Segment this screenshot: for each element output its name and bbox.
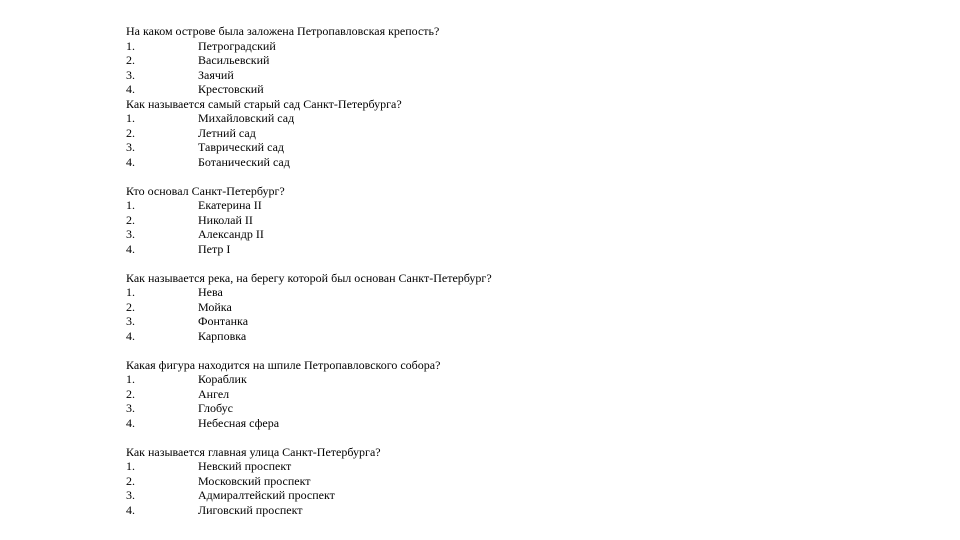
question-text: Как называется река, на берегу которой был основан Санкт-Петербург? — [126, 270, 492, 285]
answer-text: Ангел — [198, 386, 230, 401]
answer-number: 4. — [126, 82, 135, 96]
answer-number: 1. — [126, 285, 135, 299]
answer-number: 1. — [126, 372, 135, 386]
answer-text: Московский проспект — [198, 473, 311, 488]
answer-number: 4. — [126, 154, 135, 169]
answer-option — [126, 503, 646, 518]
answer-option — [126, 82, 646, 97]
answer-number: 4. — [126, 415, 135, 430]
answer-number: 3. — [126, 140, 135, 154]
answer-number: 3. — [126, 401, 135, 415]
question-block — [126, 271, 646, 344]
question-text: Как называется самый старый сад Санкт-Петербурга? — [126, 96, 402, 111]
answer-text: Карповка — [198, 328, 247, 343]
answer-number: 3. — [126, 488, 135, 502]
answer-option — [126, 285, 646, 300]
answer-number: 3. — [126, 227, 135, 241]
answer-number: 1. — [126, 198, 135, 212]
answer-option — [126, 314, 646, 329]
question-text: Какая фигура находится на шпиле Петропавловского собора? — [126, 357, 441, 372]
answer-option — [126, 53, 646, 68]
answer-option — [126, 126, 646, 141]
answer-option — [126, 213, 646, 228]
answer-option — [126, 300, 646, 315]
answer-number: 4. — [126, 328, 135, 343]
answer-text: Николай II — [198, 212, 253, 227]
question-text: Как называется главная улица Санкт-Петербурга? — [126, 444, 381, 459]
answer-number: 2. — [126, 386, 135, 401]
answer-option — [126, 416, 646, 431]
answer-text: Ботанический сад — [198, 154, 290, 169]
question-block — [126, 24, 646, 97]
answer-option — [126, 111, 646, 126]
answer-option — [126, 198, 646, 213]
answer-number: 2. — [126, 212, 135, 227]
answer-number: 3. — [126, 314, 135, 328]
answer-text: Невский проспект — [198, 459, 292, 473]
answer-number: 4. — [126, 502, 135, 517]
answer-number: 2. — [126, 125, 135, 140]
answer-text: Крестовский — [198, 82, 264, 96]
answer-text: Александр II — [198, 227, 264, 241]
answer-text: Мойка — [198, 299, 232, 314]
answer-option — [126, 329, 646, 344]
answer-number: 4. — [126, 241, 135, 256]
answer-option — [126, 155, 646, 170]
answer-text: Фонтанка — [198, 314, 249, 328]
answer-text: Петроградский — [198, 38, 276, 53]
answer-text: Васильевский — [198, 53, 270, 67]
answer-text: Михайловский сад — [198, 111, 295, 125]
answer-option — [126, 68, 646, 83]
answer-number: 1. — [126, 38, 135, 53]
answer-number: 2. — [126, 53, 135, 67]
answer-number: 2. — [126, 473, 135, 488]
answer-text: Летний сад — [198, 125, 256, 140]
answer-text: Адмиралтейский проспект — [198, 488, 335, 502]
answer-text: Петр I — [198, 241, 231, 256]
answer-text: Нева — [198, 285, 223, 299]
answer-option — [126, 387, 646, 402]
answer-text: Лиговский проспект — [198, 502, 303, 517]
question-text: Кто основал Санкт-Петербург? — [126, 183, 285, 198]
quiz-list — [126, 24, 646, 517]
answer-number: 1. — [126, 459, 135, 473]
answer-option — [126, 488, 646, 503]
answer-text: Небесная сфера — [198, 415, 280, 430]
answer-option — [126, 140, 646, 155]
answer-number: 3. — [126, 67, 135, 82]
answer-number: 1. — [126, 111, 135, 125]
answer-option — [126, 242, 646, 257]
question-block — [126, 445, 646, 518]
question-block — [126, 184, 646, 257]
answer-option — [126, 401, 646, 416]
answer-text: Таврический сад — [198, 140, 285, 154]
answer-option — [126, 227, 646, 242]
answer-text: Екатерина II — [198, 198, 262, 212]
answer-number: 2. — [126, 299, 135, 314]
answer-option — [126, 474, 646, 489]
answer-text: Кораблик — [198, 372, 247, 386]
answer-option — [126, 39, 646, 54]
question-block — [126, 97, 646, 170]
question-text: На каком острове была заложена Петропавловская крепость? — [126, 24, 440, 38]
answer-text: Глобус — [198, 401, 233, 415]
answer-option — [126, 372, 646, 387]
question-block — [126, 358, 646, 431]
answer-text: Заячий — [198, 67, 234, 82]
answer-option — [126, 459, 646, 474]
